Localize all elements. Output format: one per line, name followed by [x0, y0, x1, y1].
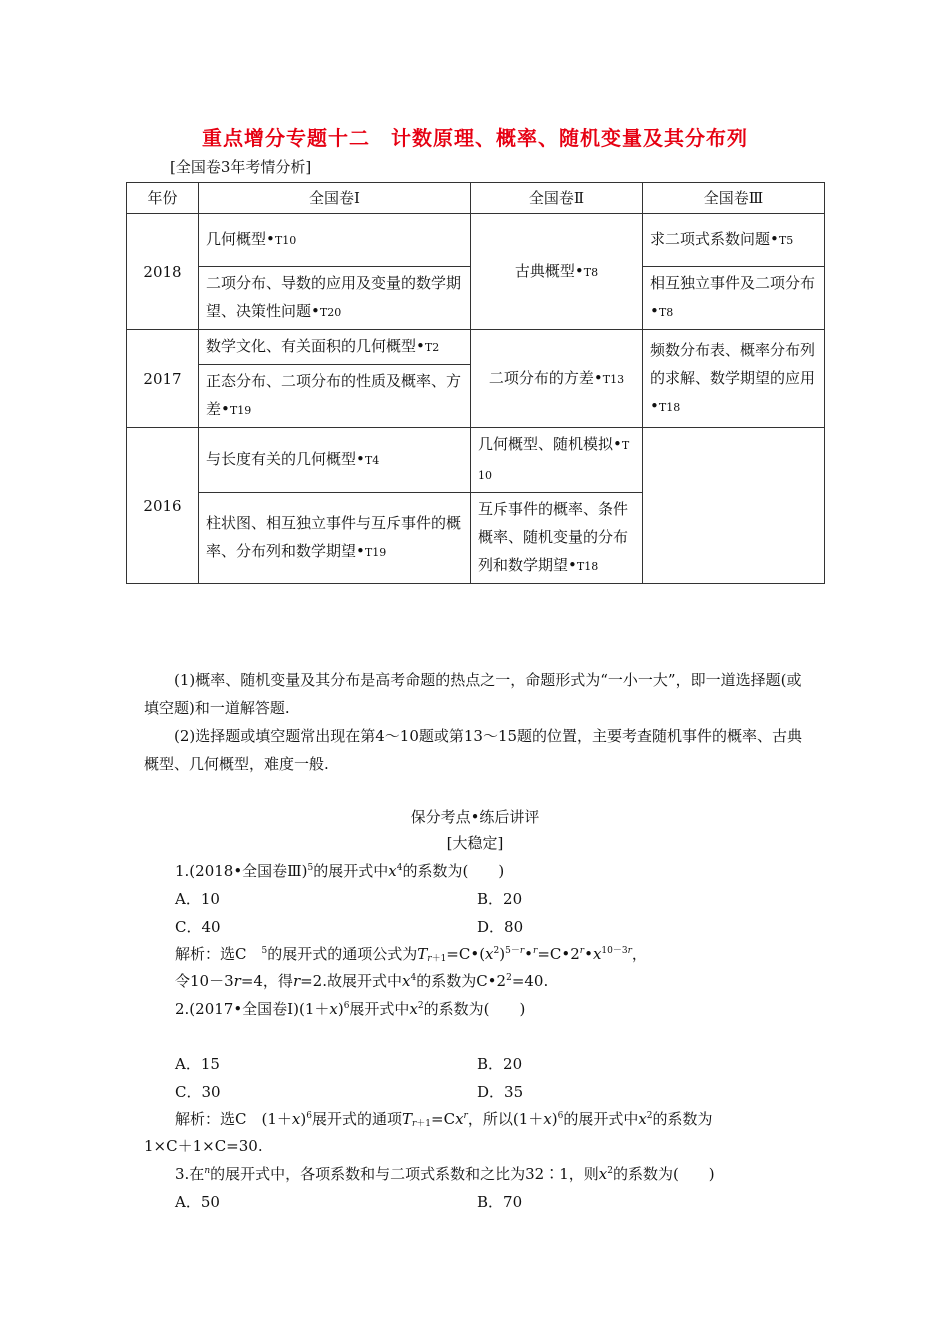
section-subtitle: [大稳定] [446, 834, 504, 852]
table-cell: 数学文化、有关面积的几何概型•T2 [199, 330, 471, 365]
table-header-row [127, 183, 825, 214]
q1-option-d: D．80 [477, 918, 524, 936]
table-row [127, 428, 825, 493]
table-cell: 正态分布、二项分布的性质及概率、方差•T19 [199, 365, 471, 428]
table-cell: 二项分布、导数的应用及变量的数学期望、决策性问题•T20 [199, 267, 471, 330]
table-row [127, 214, 825, 267]
q1-option-c: C．40 [175, 918, 221, 936]
section-title: 保分考点•练后讲评 [410, 808, 540, 826]
q2-option-b: B．20 [477, 1055, 523, 1073]
q2-option-d: D．35 [477, 1083, 524, 1101]
table-cell: 柱状图、相互独立事件与互斥事件的概率、分布列和数学期望•T19 [199, 493, 471, 584]
analysis-paragraph-1: (1)概率、随机变量及其分布是高考命题的热点之一，命题形式为“一小一大”，即一道选择题(或填空题)和一道解答题. [144, 671, 802, 717]
q1-solution-line-2: 令10－3r=4，得r=2.故展开式中$x^4$的系数为$C•2^2=40$. [175, 972, 549, 990]
table-cell: 相互独立事件及二项分布•T8 [643, 267, 825, 330]
year-cell: 2016 [127, 428, 199, 584]
header-year: 年份 [127, 183, 199, 214]
table-cell: 二项分布的方差•T13 [471, 330, 643, 428]
q2-option-c: C．30 [175, 1083, 221, 1101]
exam-analysis-table [126, 182, 825, 584]
q3-option-a: A．50 [175, 1193, 220, 1211]
table-cell: 古典概型•T8 [471, 214, 643, 330]
question-1-stem: 1.(2018•全国卷Ⅲ)$^5$的展开式中$x^4$的系数为( ) [175, 862, 505, 880]
analysis-paragraph-2: (2)选择题或填空题常出现在第4～10题或第13～15题的位置，主要考查随机事件的概率、古典概型、几何概型，难度一般. [144, 727, 803, 773]
table-cell: 几何概型•T10 [199, 214, 471, 267]
table-cell-empty [643, 428, 825, 584]
table-cell: 频数分布表、概率分布列的求解、数学期望的应用•T18 [643, 330, 825, 428]
q2-solution-line-2: 1×C＋1×C=30. [144, 1137, 263, 1155]
table-row [127, 330, 825, 365]
question-2-stem: 2.(2017•全国卷$Ⅰ)(1+x)^6$展开式中$x^2$的系数为( ) [175, 1000, 526, 1018]
table-cell: 互斥事件的概率、条件概率、随机变量的分布列和数学期望•T18 [471, 493, 643, 584]
table-cell: 与长度有关的几何概型•T4 [199, 428, 471, 493]
header-paper-2: 全国卷Ⅱ [471, 183, 643, 214]
header-paper-3: 全国卷Ⅲ [643, 183, 825, 214]
header-paper-1: 全国卷Ⅰ [199, 183, 471, 214]
q1-option-a: A．10 [175, 890, 220, 908]
q1-solution-line-1: 解析：选C $^5$的展开式的通项公式为$T_{r+1}=C•(x^2)^{5-r}•^r=C•2^r•x^{10-3r}$， [175, 945, 647, 964]
q3-option-b: B．70 [477, 1193, 523, 1211]
year-cell: 2017 [127, 330, 199, 428]
q2-option-a: A．15 [175, 1055, 220, 1073]
year-cell: 2018 [127, 214, 199, 330]
page-title: 重点增分专题十二 计数原理、概率、随机变量及其分布列 [202, 126, 748, 150]
question-3-stem: 3.在$^n$的展开式中，各项系数和与二项式系数和之比为32∶1，则$x^2$的系数为( ) [175, 1165, 715, 1183]
table-caption: [全国卷3年考情分析] [170, 158, 312, 176]
table-cell: 求二项式系数问题•T5 [643, 214, 825, 267]
q2-solution-line-1: 解析：选C $(1+x)^6$展开式的通项$T_{r+1}=Cx^r$，所以$(1+x)^6$的展开式中$x^2$的系数为 [175, 1110, 713, 1129]
q1-option-b: B．20 [477, 890, 523, 908]
table-cell: 几何概型、随机模拟•T10 [471, 428, 643, 493]
